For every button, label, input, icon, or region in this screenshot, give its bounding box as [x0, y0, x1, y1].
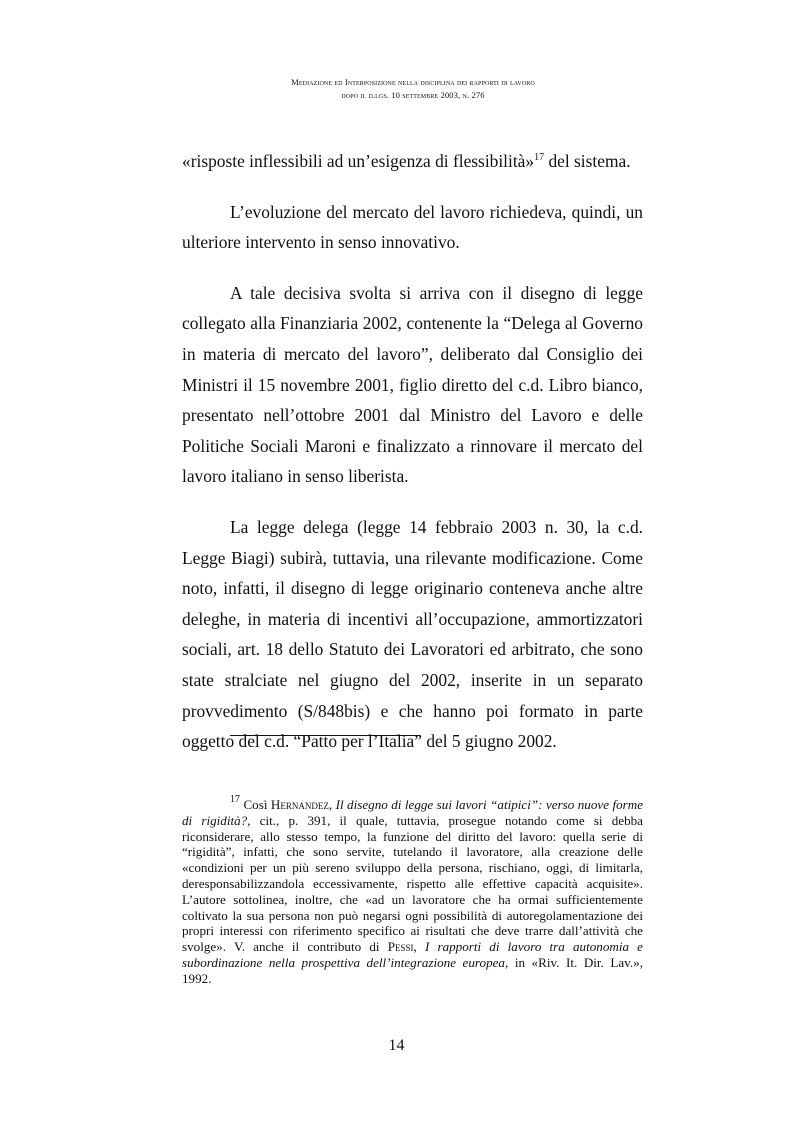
footnote-title-2: I rapporti di lavoro tra autonomia e subordinazione nella prospettiva dell’integrazione europea: [182, 939, 643, 970]
footnote-title-1: Il disegno di legge sui lavori “atipici”: verso nuove forme di rigidità?: [182, 797, 644, 828]
footnote-body: , cit., p. 391, il quale, tuttavia, prosegue notando come si debba riconsiderare, allo stesso tempo, la funzione del diritto del lavoro: quella serie di “rigidità”, infatti, che sono servite, tutelando il lavoratore, alla creazione delle «condizioni per un più sereno sviluppo della persona, rischiano, oggi, di limitarla, deresponsabilizzandola eccessivamente, rispetto alle effettive capacità acquisite». L’autore sottolinea, inoltre, che «ad un lavoratore che ha ormai sufficientemente coltivato la sua persona non può negarsi ogni possibilità di autoregolamentazione dei propri interessi con riferimento specifico ai risultati che deve trarre dall’attività che svolge». V. anche il contributo di: [182, 812, 643, 955]
body-text: [182, 146, 643, 777]
page-number: 14: [388, 1037, 405, 1054]
footnote-reference[interactable]: 17: [534, 152, 545, 163]
running-header: [180, 76, 646, 102]
footnote-end: , in «Riv. It. Dir. Lav.», 1992.: [182, 954, 643, 986]
paragraph-1-tail: del sistema.: [544, 151, 631, 171]
paragraph-3: A tale decisiva svolta si arriva con il disegno di legge collegato alla Finanziaria 2002, contenente la “Delega al Governo in materia di mercato del lavoro”, deliberato dal Consiglio dei Ministri il 15 novembre 2001, figlio diretto del c.d. Libro bianco, presentato nell’ottobre 2001 dal Ministro del Lavoro e delle Politiche Sociali Maroni e finalizzato a rinnovare il mercato del lavoro italiano in senso liberista.: [182, 282, 643, 487]
footnote-sep-1: ,: [328, 797, 336, 812]
footnote-author-pessi: Pessi: [387, 939, 414, 955]
paragraph-4: La legge delega (legge 14 febbraio 2003 n. 30, la c.d. Legge Biagi) subirà, tuttavia, una rilevante modificazione. Come noto, infatti, il disegno di legge originario conteneva anche altre deleghe, in materia di incentivi all’occupazione, ammortizzatori sociali, art. 18 dello Statuto dei Lavoratori ed arbitrato, che sono state stralciate nel giugno del 2002, inserite in un separato provvedimento (S/848bis) e che hanno poi formato in parte oggetto del c.d. “Patto per l’Italia” del 5 giugno 2002.: [182, 516, 643, 752]
paragraph-1-text: «risposte inflessibili ad un’esigenza di flessibilità»: [182, 151, 535, 171]
running-header-line-1: Mediazione ed Interposizione nella disciplina dei rapporti di lavoro: [291, 77, 535, 87]
footnote-sep-2: ,: [413, 939, 425, 955]
footnote-separator: [230, 735, 420, 736]
paragraph-1: [182, 146, 643, 177]
footnote-author-hernandez: Hernandez: [270, 797, 329, 812]
footnote-17: [182, 794, 644, 987]
footnote-lead: Così: [240, 797, 271, 812]
paragraph-2: L’evoluzione del mercato del lavoro richiedeva, quindi, un ulteriore intervento in senso innovativo.: [182, 201, 643, 253]
footnote-number: 17: [230, 794, 240, 805]
running-header-line-2: dopo il d.lgs. 10 settembre 2003, n. 276: [341, 90, 485, 100]
